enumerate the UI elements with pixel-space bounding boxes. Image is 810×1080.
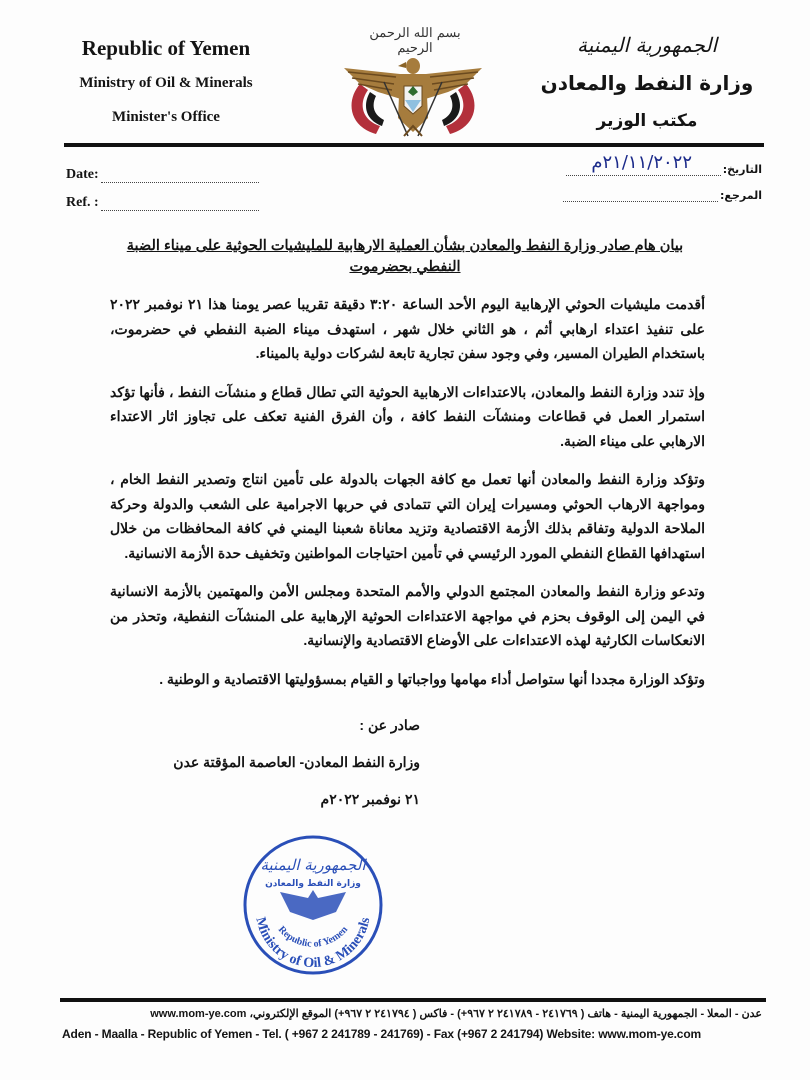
stamp-english-outer: Ministry of Oil & Minerals (252, 915, 374, 972)
stamp-arabic-sub: وزارة النفط والمعادن (265, 879, 361, 889)
date-field-en (66, 155, 259, 183)
paragraph: وتؤكد وزارة النفط والمعادن أنها تعمل مع كافة الجهات بالدولة على تأمين انتاج وتصدير النفط الخام ، ومواجهة الارهاب الحوثي ومسيرات إيران التي تتمادى في حربها الاجرامية على الشعب والدولة وحركة الملاحة الدولية وتفاقم بذلك الأزمة الاقتصادية وتزيد معاناة شعبنا اليمني في كافة المحافظات من خلال استهدافها القطاع النفطي المورد الرئيسي في تأمين احتياجات المواطنين وتخفيف حدة الأزمة الانسانية. (110, 471, 705, 561)
paragraph: وتؤكد الوزارة مجددا أنها ستواصل أداء مهامها وواجباتها و القيام بمسؤوليتها الاقتصادية و الوطنية . (159, 670, 705, 687)
header-divider (64, 143, 764, 147)
ref-label-en: Ref. : (66, 195, 99, 210)
date-label-en: Date: (66, 167, 99, 182)
stamp-arabic-top: الجمهورية اليمنية (260, 856, 366, 874)
date-line-en (101, 170, 259, 183)
letterhead-english (56, 34, 276, 128)
stamp-english-inner: Republic of Yemen (275, 924, 351, 950)
meta-english (66, 155, 259, 211)
footer-english: Aden - Maalla - Republic of Yemen - Tel. ( +967 2 241789 - 241769) - Fax (+967 2 241794) Website: www.mom-ye.com (62, 1027, 702, 1041)
ref-line-en (101, 198, 259, 211)
paragraph: وإذ تندد وزارة النفط والمعادن، بالاعتداءات الارهابية الحوثية التي تطال قطاع و منشآت النفط ، فأنها تؤكد استمرار العمل في قطاعات ومنشآت النفط كافة ، وأن الفرق الفنية تعكف على تجاوز اثار الاعتداء الارهابي على ميناء الضبة. (110, 383, 705, 449)
meta-arabic (563, 150, 762, 202)
statement-body (110, 292, 705, 705)
date-field-ar (563, 150, 762, 176)
issuer-name: وزارة النفط المعادن- العاصمة المؤقتة عدن (173, 754, 420, 770)
letterhead-arabic (532, 30, 762, 134)
ref-line-ar (563, 189, 718, 202)
office-name-ar: مكتب الوزير (596, 111, 698, 131)
yemen-eagle-emblem-icon (338, 22, 488, 144)
country-name-en: Republic of Yemen (81, 36, 251, 60)
office-name-en: Minister's Office (112, 109, 220, 125)
issue-date: ٢١ نوفمبر ٢٠٢٢م (320, 791, 420, 807)
footer-arabic: عدن - المعلا - الجمهورية اليمنية - هاتف ( ٢٤١٧٦٩ - ٢٤١٧٨٩ ٢ ٩٦٧+) - فاكس ( ٢٤١٧٩٤ ٢ ٩٦٧+) الموقع الإلكتروني، www.mom-ye.com (150, 1008, 762, 1020)
basmala-calligraphy: بسم الله الرحمن الرحيم (369, 26, 461, 56)
ref-field-en (66, 183, 259, 211)
date-line-ar (566, 152, 721, 176)
ref-field-ar (563, 176, 762, 202)
statement-title: بيان هام صادر وزارة النفط والمعادن بشأن العملية الارهابية للمليشيات الحوثية على ميناء الضبة النفطي بحضرموت (126, 238, 684, 275)
date-label-ar: التاريخ: (722, 163, 762, 176)
handwritten-date: ٢١/١١/٢٠٢٢م (591, 152, 692, 173)
country-name-ar: الجمهورية اليمنية (576, 33, 718, 57)
ministry-name-ar: وزارة النفط والمعادن (540, 71, 754, 95)
ministry-name-en: Ministry of Oil & Minerals (79, 75, 253, 91)
closing-block (120, 710, 420, 821)
ministry-stamp-icon (238, 830, 388, 980)
issued-by-label: صادر عن : (359, 717, 420, 733)
paragraph: أقدمت مليشيات الحوثي الإرهابية اليوم الأحد الساعة ٣:٢٠ دقيقة تقريبا عصر يومنا هذا ٢١ نوفمبر ٢٠٢٢ على تنفيذ اعتداء ارهابي أثم ، هو الثاني خلال شهر ، استهدف ميناء الضبة النفطي في حضرموت، باستخدام الطيران المسير، وفي وجود سفن تجارية تابعة لشركات دولية بالميناء. (110, 296, 705, 361)
footer-divider (60, 998, 766, 1002)
svg-text:Republic of Yemen (276, 924, 351, 950)
ref-label-ar: المرجع: (720, 189, 762, 202)
paragraph: وتدعو وزارة النفط والمعادن المجتمع الدولي والأمم المتحدة ومجلس الأمن والمهتمين بالأزمة الانسانية في اليمن إلى الوقوف بحزم في مواجهة الاعتداءات الحوثية الإرهابية على المنشآت النفطية، وتحذر من الانعكاسات الكارثية لهذه الاعتداءات على الأوضاع الاقتصادية والإنسانية. (110, 583, 705, 648)
